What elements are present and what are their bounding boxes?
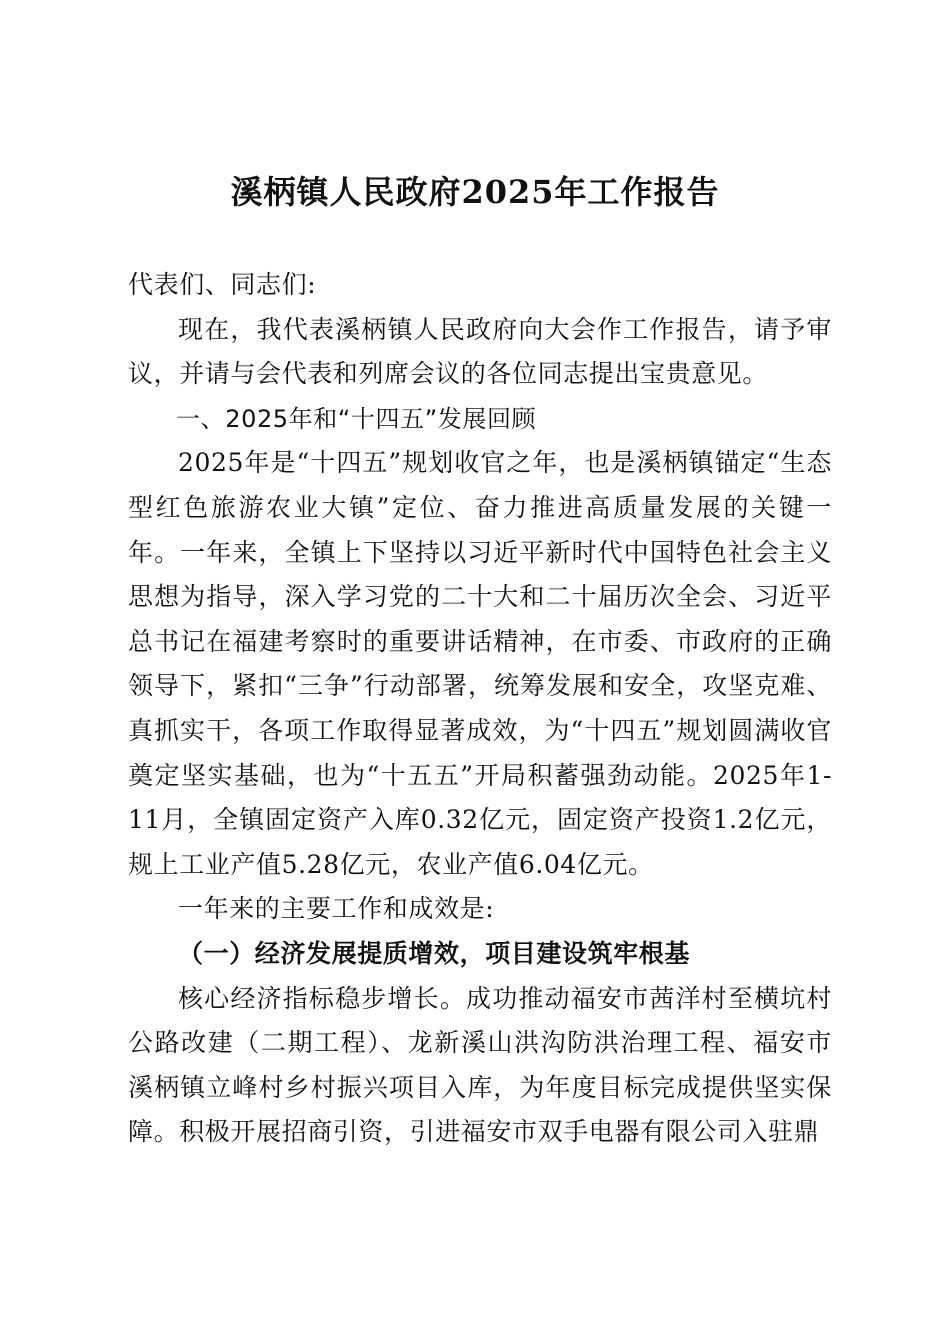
paragraph: 一年来的主要工作和成效是: xyxy=(178,894,495,924)
paragraph: 现在，我代表溪柄镇人民政府向大会作工作报告，请予审议，并请与会代表和列席会议的各位同志提出宝贵意见。 xyxy=(128,314,832,389)
salutation: 代表们、同志们: xyxy=(128,270,317,299)
document-body xyxy=(128,263,832,1155)
paragraph: 2025年是“十四五”规划收官之年，也是溪柄镇锚定“生态型红色旅游农业大镇”定位、奋力推进高质量发展的关键一年。一年来，全镇上下坚持以习近平新时代中国特色社会主义思想为指导，深入学习党的二十大和二十届历次全会、习近平总书记在福建考察时的重要讲话精神，在市委、市政府的正确领导下，紧扣“三争”行动部署，统筹发展和安全，攻坚克难、真抓实干，各项工作取得显著成效，为“十四五”规划圆满收官奠定坚实基础，也为“十五五”开局积蓄强劲动能。2025年1-11月，全镇固定资产入库0.32亿元，固定资产投资1.2亿元，规上工业产值5.28亿元，农业产值6.04亿元。 xyxy=(128,448,832,879)
paragraph: 核心经济指标稳步增长。成功推动福安市茜洋村至横坑村公路改建（二期工程）、龙新溪山洪沟防洪治理工程、福安市溪柄镇立峰村乡村振兴项目入库，为年度目标完成提供坚实保障。积极开展招商引资，引进福安市双手电器有限公司入驻鼎 xyxy=(128,983,832,1147)
section-heading: 一、2025年和“十四五”发展回顾 xyxy=(176,404,537,433)
subsection-heading: （一）经济发展提质增效，项目建设筑牢根基 xyxy=(178,938,691,968)
document-title: 溪柄镇人民政府2025年工作报告 xyxy=(230,173,720,211)
